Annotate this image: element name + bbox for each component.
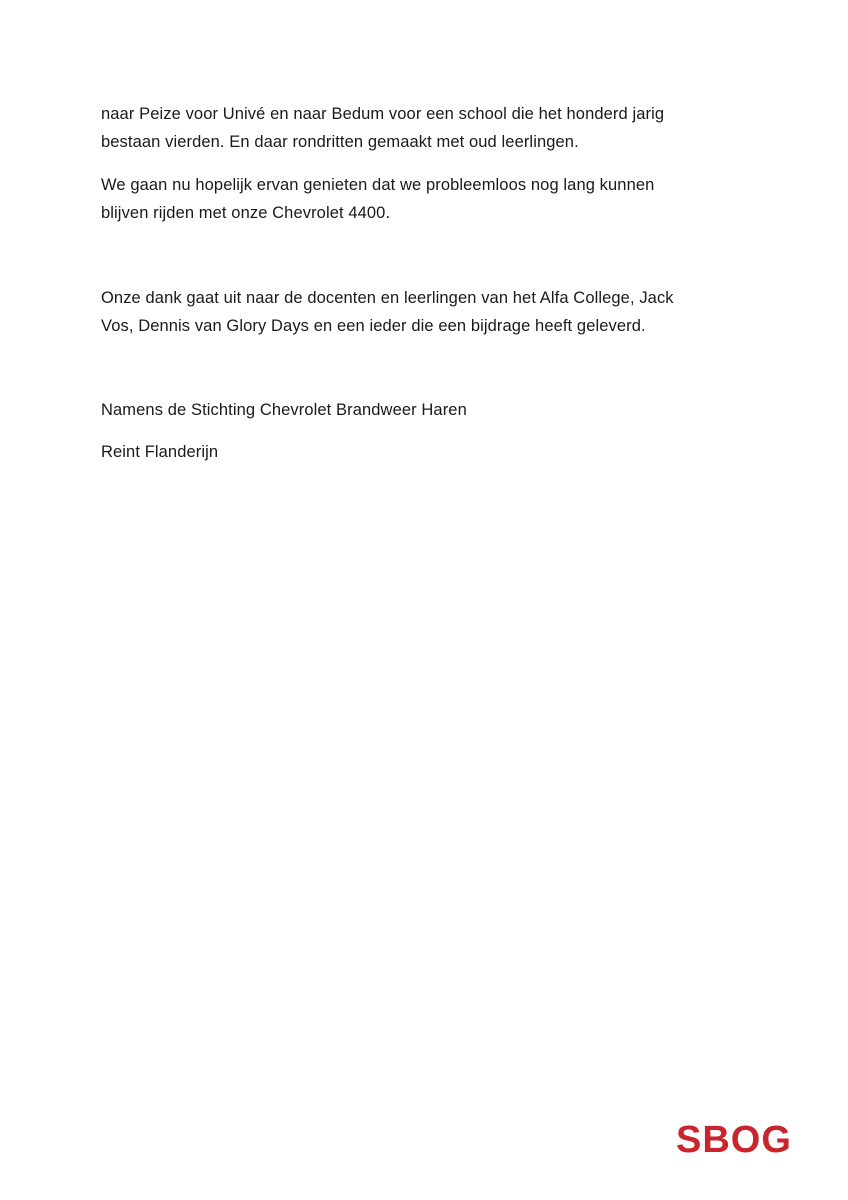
- paragraph-line: Vos, Dennis van Glory Days en een ieder die een bijdrage heeft geleverd.: [101, 317, 646, 335]
- signature-organisation: [101, 396, 741, 424]
- paragraph-line: bestaan vierden. En daar rondritten gemaakt met oud leerlingen.: [101, 133, 579, 151]
- paragraph-line: Reint Flanderijn: [101, 443, 219, 461]
- paragraph-trips: [101, 100, 741, 156]
- paragraph-line: We gaan nu hopelijk ervan genieten dat we probleemloos nog lang kunnen: [101, 176, 655, 194]
- paragraph-line: Onze dank gaat uit naar de docenten en leerlingen van het Alfa College, Jack: [101, 289, 674, 307]
- paragraph-hope: [101, 171, 741, 227]
- sbog-logo: SBOG: [676, 1119, 792, 1161]
- signature-name: [101, 438, 741, 466]
- paragraph-line: naar Peize voor Univé en naar Bedum voor een school die het honderd jarig: [101, 105, 665, 123]
- paragraph-line: Namens de Stichting Chevrolet Brandweer Haren: [101, 401, 467, 419]
- paragraph-thanks: [101, 284, 741, 340]
- paragraph-line: blijven rijden met onze Chevrolet 4400.: [101, 204, 391, 222]
